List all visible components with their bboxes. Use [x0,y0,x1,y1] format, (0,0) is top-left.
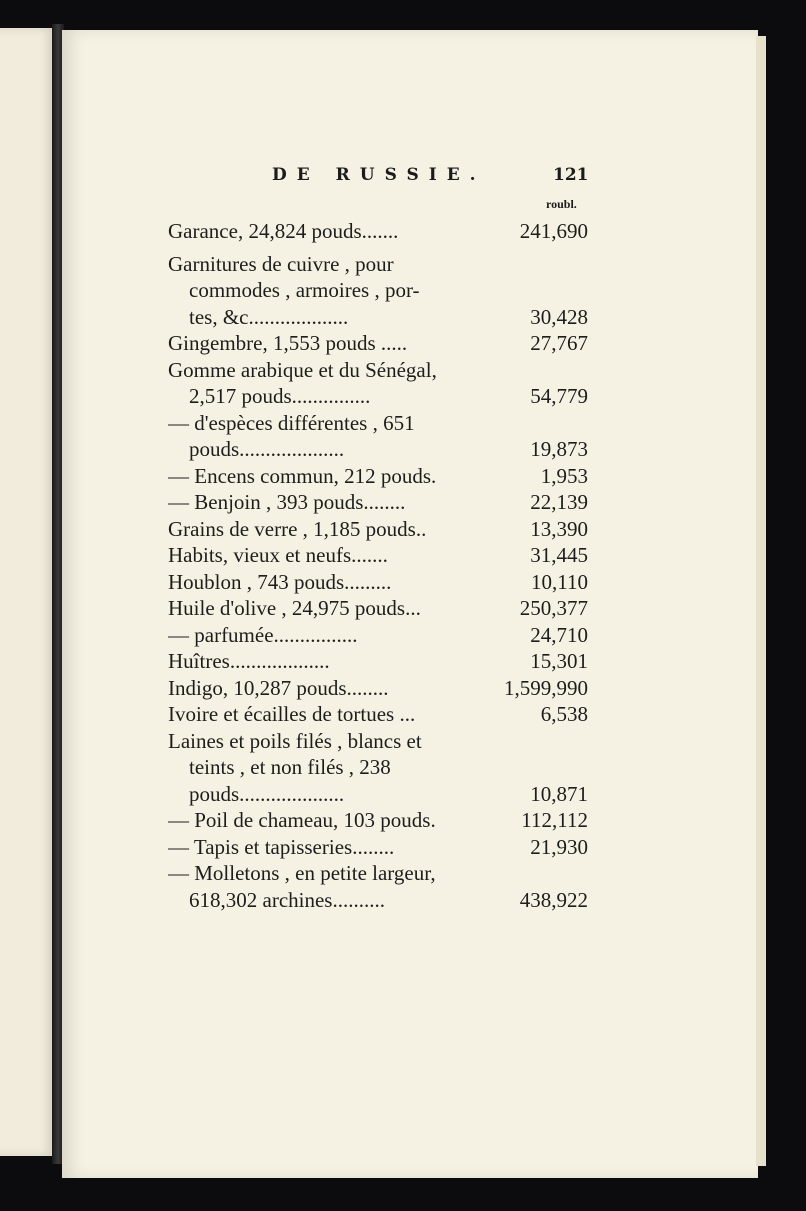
entry-item [168,218,588,245]
entry-line [168,648,588,675]
entry-text: Garnitures de cuivre , pour [168,251,394,276]
entry-item [168,701,588,728]
entry-line [168,516,588,543]
entry-line [168,436,588,463]
entry-text: — parfumée................ [168,622,358,647]
entry-value: 15,301 [530,649,588,673]
entry-line [168,383,588,410]
entry-line [168,728,588,755]
entry-text: Houblon , 743 pouds......... [168,569,392,594]
entry-line [168,807,588,834]
entry-value-spacer [496,754,588,781]
entry-text: Gingembre, 1,553 pouds ..... [168,331,408,355]
commodity-list [168,218,588,913]
entry-line [168,489,588,516]
entry-value: 112,112 [521,808,588,832]
entry-item [168,860,588,913]
entry-text: Grains de verre , 1,185 pouds.. [168,516,427,541]
page-number: 121 [553,165,589,185]
entry-line [168,860,588,887]
entry-item [168,728,588,808]
entry-line [168,463,588,490]
entry-value: 24,710 [530,622,588,647]
entry-item [168,622,588,649]
facing-page [0,28,56,1156]
entry-item [168,569,588,596]
entry-text: pouds.................... [189,437,345,461]
entry-text: — Molletons , en petite largeur, [168,861,436,885]
entry-value: 13,390 [530,516,588,541]
entry-text: — Poil de chameau, 103 pouds. [168,808,436,832]
entry-item [168,463,588,490]
entry-item [168,807,588,834]
entry-line [168,251,588,278]
entry-item [168,542,588,569]
entry-value: 22,139 [530,490,588,514]
entry-item [168,489,588,516]
entry-line [168,754,588,781]
entry-line [168,887,588,914]
entry-text: Laines et poils filés , blancs et [168,728,422,753]
entry-text: Habits, vieux et neufs....... [168,543,388,567]
entry-value: 6,538 [540,702,588,726]
entry-value: 1,599,990 [504,675,588,700]
entry-line [168,675,588,702]
entry-value: 250,377 [519,596,588,620]
entry-text: — Benjoin , 393 pouds........ [168,490,406,514]
entry-text: tes, &c................... [189,304,349,329]
entry-line [168,834,588,861]
entry-text: commodes , armoires , por- [189,278,420,302]
entry-line [168,569,588,596]
entry-item [168,330,588,357]
entry-line [168,304,588,331]
entry-line [168,781,588,808]
entry-line [168,330,588,357]
entry-item [168,251,588,331]
entry-value: 1,953 [540,463,588,488]
entry-line [168,357,588,384]
entry-value-spacer [496,860,588,887]
entry-text: 618,302 archines.......... [189,887,385,912]
entry-text: — Tapis et tapisseries........ [168,834,395,859]
page-edge [756,36,766,1166]
entry-value: 10,871 [530,781,588,806]
entry-text: — Encens commun, 212 pouds. [168,463,437,488]
entry-item [168,834,588,861]
entry-item [168,357,588,410]
entry-text: Huile d'olive , 24,975 pouds... [168,596,421,620]
entry-text: Huîtres................... [168,649,330,673]
entry-text: teints , et non filés , 238 [189,755,391,779]
entry-value-spacer [496,410,588,437]
entry-text: Garance, 24,824 pouds....... [168,219,399,243]
entry-value-spacer [496,277,588,304]
entry-item [168,595,588,622]
entry-line [168,410,588,437]
entry-value: 10,110 [531,569,588,594]
unit-label: roubl. [546,197,577,211]
entry-value: 27,767 [530,331,588,355]
entry-item [168,410,588,463]
entry-value: 241,690 [519,219,588,243]
entry-value: 438,922 [519,887,588,912]
entry-line [168,595,588,622]
entry-line [168,622,588,649]
entry-value: 54,779 [530,384,588,408]
entry-item [168,516,588,543]
entry-text: Indigo, 10,287 pouds........ [168,675,389,700]
entry-value: 31,445 [530,543,588,567]
entry-text: — d'espèces différentes , 651 [168,410,415,435]
entry-value-spacer [496,251,588,278]
entry-value-spacer [496,357,588,384]
entry-line [168,701,588,728]
entry-value: 21,930 [530,834,588,859]
entry-line [168,542,588,569]
entry-item [168,675,588,702]
entry-text: 2,517 pouds............... [189,384,371,408]
entry-value: 30,428 [530,304,588,329]
entry-line [168,277,588,304]
entry-text: pouds.................... [189,781,345,806]
entry-line [168,218,588,245]
entry-text: Gomme arabique et du Sénégal, [168,357,437,382]
running-title: DE RUSSIE. [272,165,486,185]
entry-value: 19,873 [530,437,588,461]
entry-text: Ivoire et écailles de tortues ... [168,702,416,726]
entry-value-spacer [496,728,588,755]
entry-item [168,648,588,675]
